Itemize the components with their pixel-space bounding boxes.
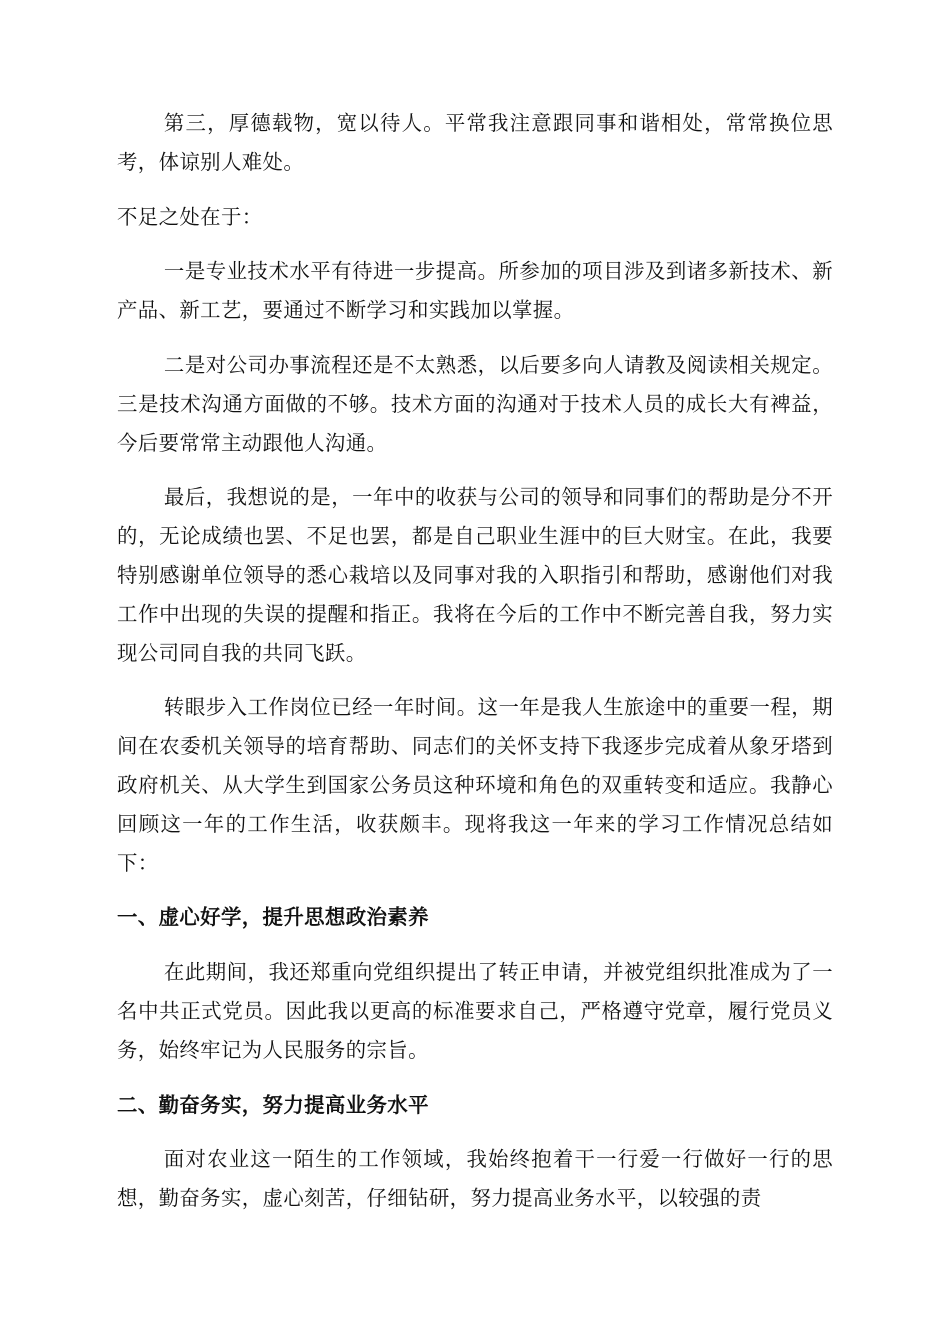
paragraph-shortcoming-process: 二是对公司办事流程还是不太熟悉，以后要多向人请教及阅读相关规定。三是技术沟通方面做的不够。技术方面的沟通对于技术人员的成长大有裨益，今后要常常主动跟他人沟通。 <box>117 352 833 455</box>
paragraph-diligence: 面对农业这一陌生的工作领域，我始终抱着干一行爱一行做好一行的思想，勤奋务实，虚心刻苦，仔细钻研，努力提高业务水平，以较强的责 <box>117 1147 833 1211</box>
paragraph-virtue: 第三，厚德载物，宽以待人。平常我注意跟同事和谐相处，常常换位思考，体谅别人难处。 <box>117 111 833 174</box>
paragraph-closing: 最后，我想说的是，一年中的收获与公司的领导和同事们的帮助是分不开的，无论成绩也罢、不足也罢，都是自己职业生涯中的巨大财宝。在此，我要特别感谢单位领导的悉心栽培以及同事对我的入职指引和帮助，感谢他们对我工作中出现的失误的提醒和指正。我将在今后的工作中不断完善自我，努力实现公司同自我的共同飞跃。 <box>117 485 833 665</box>
paragraph-shortcoming-technical: 一是专业技术水平有待进一步提高。所参加的项目涉及到诸多新技术、新产品、新工艺，要通过不断学习和实践加以掌握。 <box>117 259 833 323</box>
section-heading-1: 一、虚心好学，提升思想政治素养 <box>117 905 429 930</box>
paragraph-party: 在此期间，我还郑重向党组织提出了转正申请，并被党组织批准成为了一名中共正式党员。因此我以更高的标准要求自己，严格遵守党章，履行党员义务，始终牢记为人民服务的宗旨。 <box>117 960 833 1062</box>
paragraph-shortcomings-intro: 不足之处在于： <box>117 204 263 229</box>
section-heading-2: 二、勤奋务实，努力提高业务水平 <box>117 1092 429 1117</box>
document-page <box>117 104 833 1234</box>
paragraph-summary-intro: 转眼步入工作岗位已经一年时间。这一年是我人生旅途中的重要一程，期间在农委机关领导的培育帮助、同志们的关怀支持下我逐步完成着从象牙塔到政府机关、从大学生到国家公务员这种环境和角色的双重转变和适应。我静心回顾这一年的工作生活，收获颇丰。现将我这一年来的学习工作情况总结如下： <box>117 695 833 875</box>
